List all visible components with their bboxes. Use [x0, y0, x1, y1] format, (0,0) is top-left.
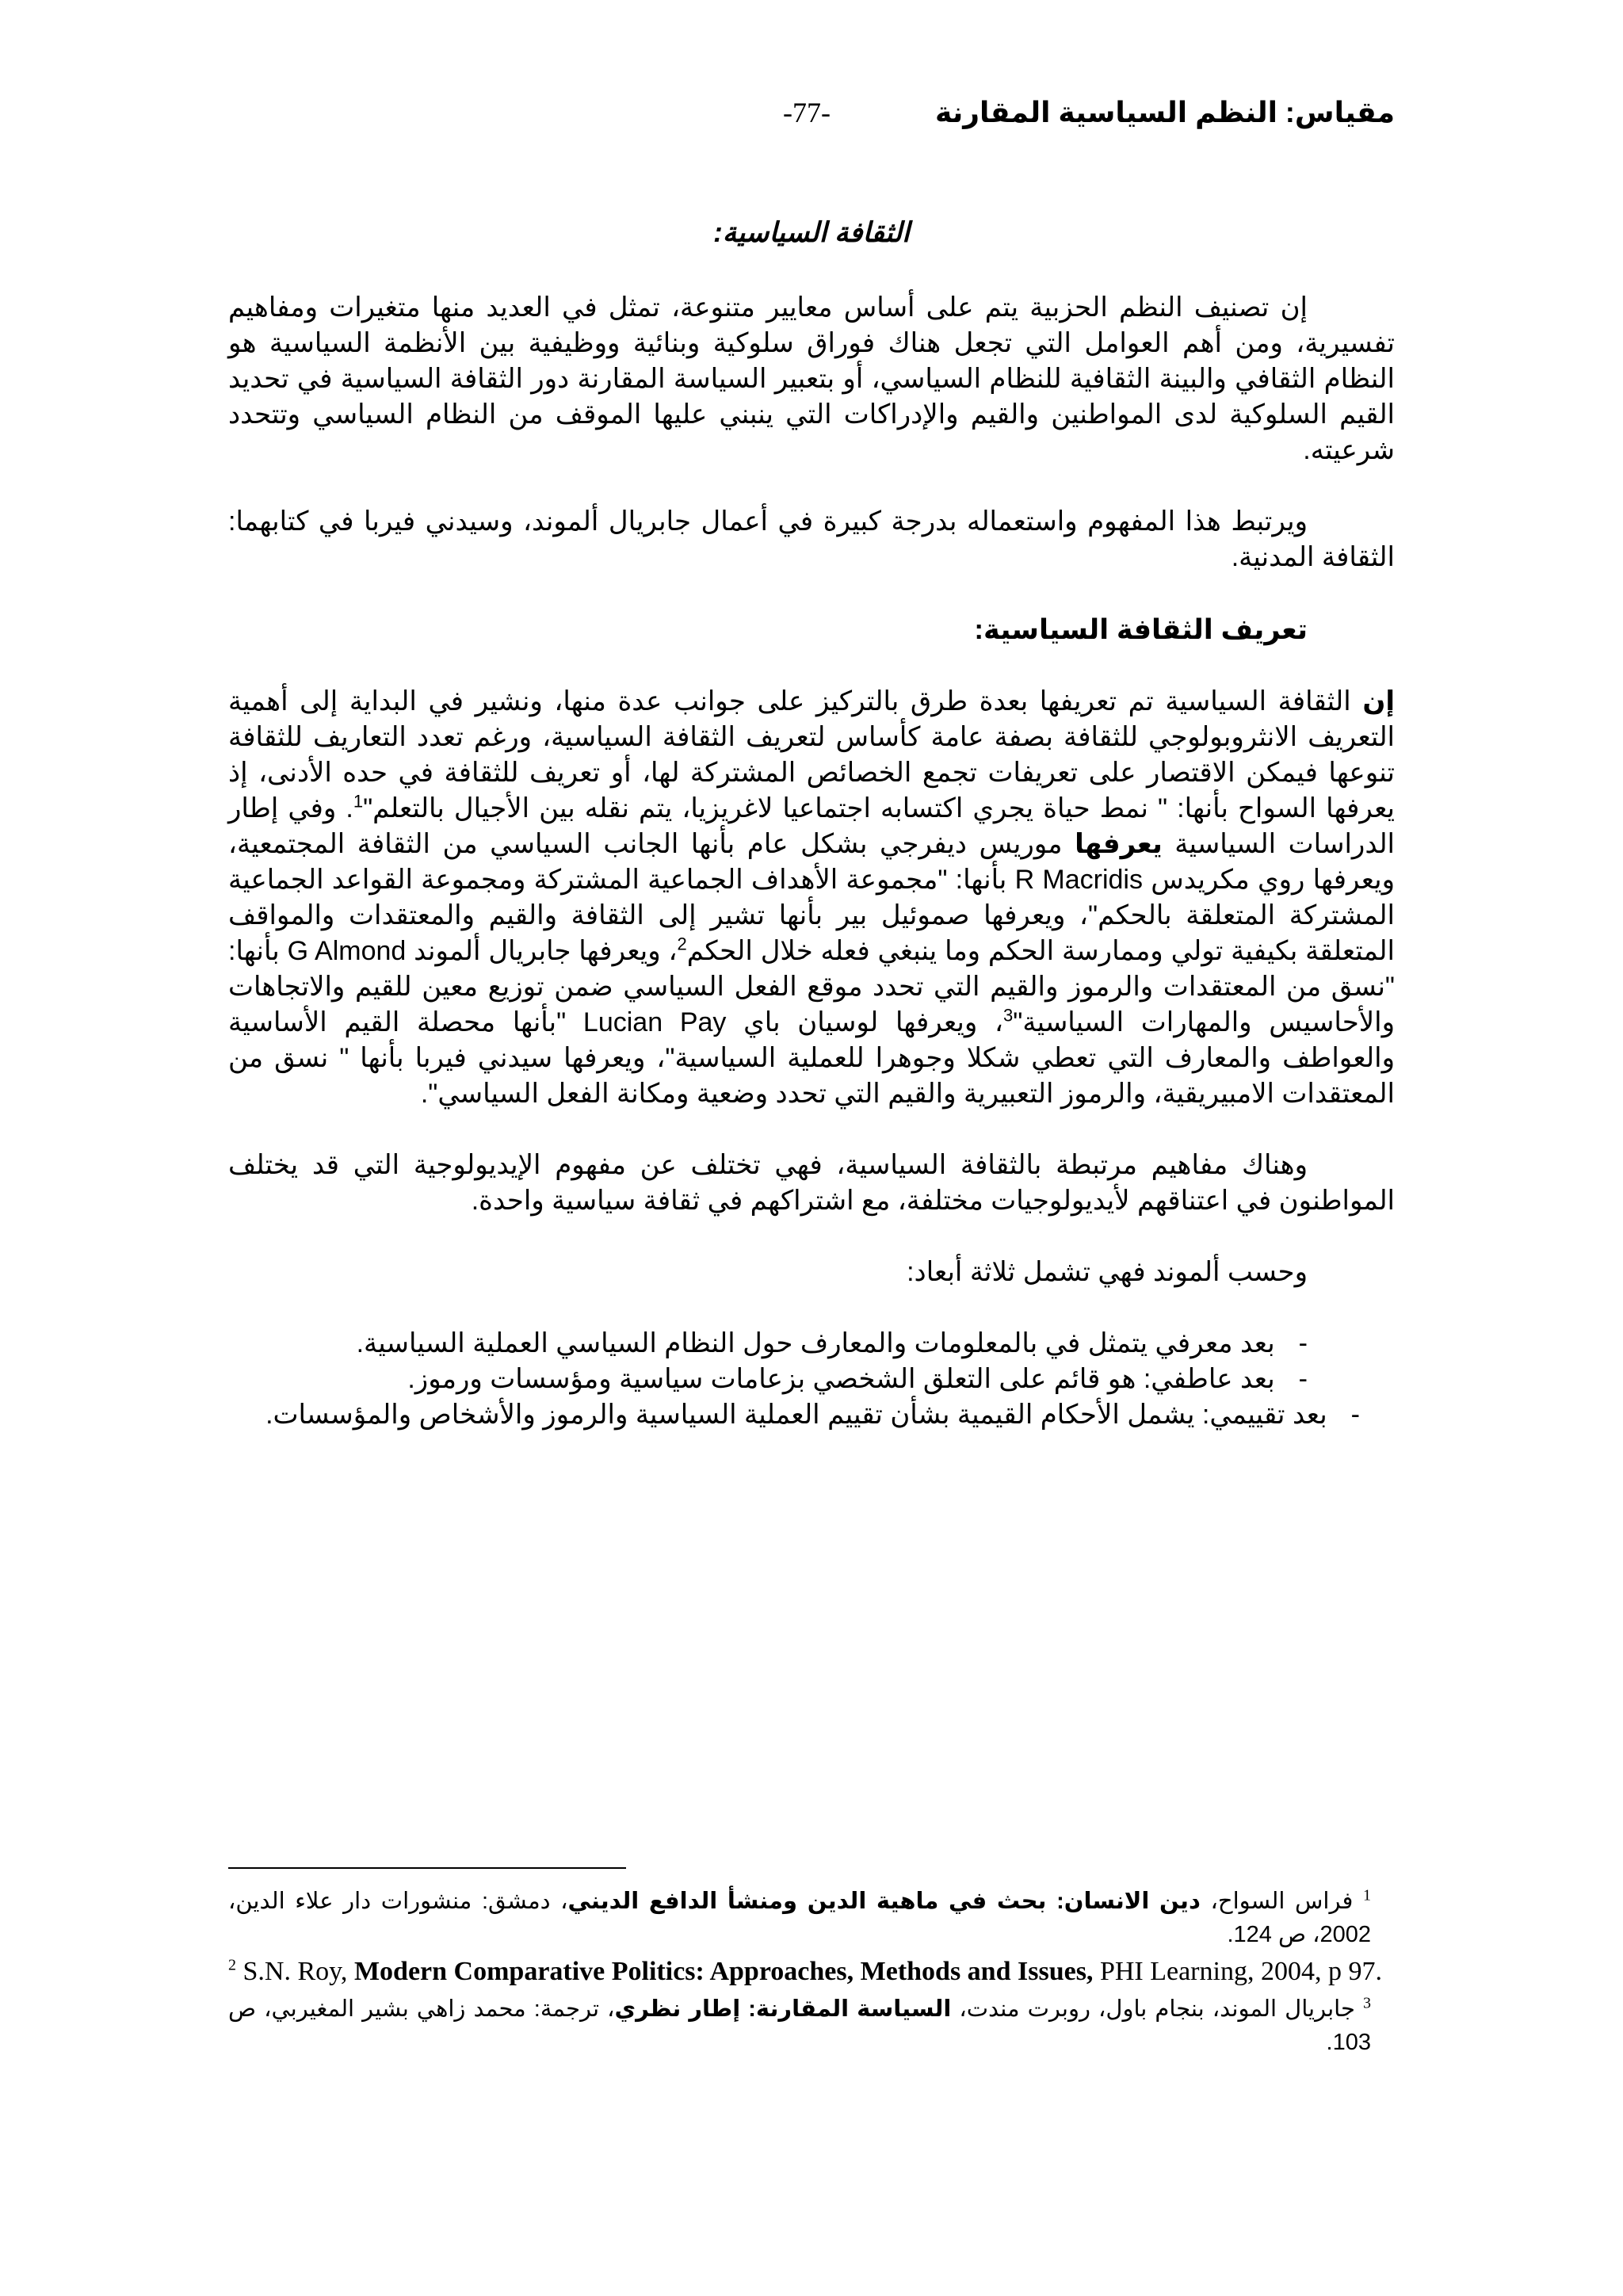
list-dash: - [1298, 1328, 1308, 1358]
paragraph-3-lead: إن [1362, 686, 1395, 716]
paragraph-3-part-f: بأنها: "مجموعة الأهداف الجماعية المشتركة ومجموعة القواعد الجماعية المشتركة المتعلقة بالحكم"، ويعرفها صموئيل بير بأنها تشير إلى الثقافة والقيم والمعتقدات والمواقف المتعلقة بكيفية تولي وممارسة الحكم وما ينبغي فعله خلال الحكم [228, 865, 1395, 966]
footnote-divider [228, 1867, 626, 1869]
page-header [228, 94, 1395, 141]
footnote-2-author: S.N. Roy, [236, 1957, 354, 1986]
paragraph-3-bold-term: يعرفها [1075, 829, 1163, 859]
dimension-affective: بعد عاطفي: هو قائم على التعلق الشخصي بزعامات سياسية ومؤسسات ورموز. [407, 1364, 1275, 1394]
list-item [228, 1362, 1395, 1397]
footnote-1 [228, 1885, 1395, 1951]
footnote-3-mark: 3 [1363, 1994, 1371, 2012]
footnote-ref-1[interactable]: 1 [353, 791, 364, 812]
footnote-3-author: جابريال الموند، بنجام باول، روبرت مندت، [951, 1996, 1363, 2022]
footnote-2-details: PHI Learning, 2004, p 97. [1093, 1957, 1382, 1986]
footnote-3-details: ، ترجمة: محمد زاهي بشير المغيربي، ص 103. [228, 1996, 1371, 2055]
paragraph-3-part-b: الثقافة السياسية تم تعريفها بعدة طرق بالتركيز على جوانب عدة منها، ونشير في البداية إلى أهمية التعريف الانثروبولوجي للثقافة بصفة عامة كأساس لتعريف الثقافة السياسية، ورغم تعدد التعاريف للثقافة تنوعها فيمكن الاقتصار على تعريفات تجمع الخصائص المشتركة لها، أو تعريف للثقافة في حده الأدنى، إذ يعرفها السواح بأنها: " نمط حياة يجري اكتسابه اجتماعيا لاغريزيا، يتم نقله بين الأجيال بالتعلم" [228, 686, 1396, 823]
running-title: مقياس: النظم السياسية المقارنة [934, 96, 1395, 128]
paragraph-3-part-g: ، ويعرفها جابريال ألموند [406, 936, 678, 966]
latin-name-macridis: R Macridis [1014, 865, 1143, 895]
paragraph-2: ويرتبط هذا المفهوم واستعماله بدرجة كبيرة في أعمال جابريال ألموند، وسيدني فيربا في كتابهما: الثقافة المدنية. [228, 506, 1395, 572]
dimension-evaluative: بعد تقييمي: يشمل الأحكام القيمية بشأن تقييم العملية السياسية والرموز والأشخاص والمؤسسات. [265, 1400, 1327, 1430]
section-title-definition: تعريف الثقافة السياسية: [974, 614, 1308, 645]
latin-name-pay: Lucian Pay [582, 1007, 727, 1037]
footnote-2 [228, 1956, 1395, 1988]
page-body [228, 214, 1395, 1433]
paragraph-3-part-c: . وفي إطار الدراسات السياسية [228, 793, 1396, 859]
paragraph-3-part-h: بأنها: "نسق من المعتقدات والرموز والقيم التي تحدد موقع الفعل السياسي ضمن توزيع معين للقيم والاتجاهات والأحاسيس والمهارات السياسية" [228, 936, 1396, 1037]
paragraph-4: وهناك مفاهيم مرتبطة بالثقافة السياسية، فهي تختلف عن مفهوم الإيديولوجية التي قد يختلف المواطنون في اعتناقهم لأيديولوجيات مختلفة، مع اشتراكهم في ثقافة سياسية واحدة. [228, 1150, 1395, 1216]
dimension-cognitive: بعد معرفي يتمثل في بالمعلومات والمعارف حول النظام السياسي العملية السياسية. [356, 1328, 1275, 1358]
footnote-1-mark: 1 [1363, 1886, 1372, 1904]
paragraph-5-dimensions-intro: وحسب ألموند فهي تشمل ثلاثة أبعاد: [907, 1257, 1308, 1287]
footnote-1-author: فراس السواح، [1200, 1889, 1364, 1914]
paragraph-3-part-j: "بأنها محصلة القيم الأساسية والعواطف والمعارف التي تعطي شكلا وجوهرا للعملية السياسية"، ويعرفها سيدني فيربا بأنها " نسق من المعتقدات الامبيريقية، والرموز التعبيرية والقيم التي تحدد وضعية ومكانة الفعل السياسي". [228, 1007, 1395, 1109]
list-dash: - [1298, 1364, 1308, 1394]
list-item [228, 1397, 1395, 1433]
footnote-1-details: ، دمشق: منشورات دار علاء الدين، 2002، ص 124. [228, 1889, 1371, 1947]
footnote-2-mark: 2 [228, 1956, 236, 1974]
paragraph-3-definitions [228, 684, 1395, 1112]
footnote-ref-2[interactable]: 2 [677, 934, 687, 954]
footnote-1-title: دين الانسان: بحث في ماهية الدين ومنشأ الدافع الديني [567, 1889, 1201, 1914]
latin-name-almond: G Almond [287, 936, 407, 966]
list-dash: - [1350, 1400, 1360, 1430]
footnote-3-title: السياسة المقارنة: إطار نظري [614, 1996, 952, 2022]
footnote-ref-3[interactable]: 3 [1003, 1005, 1014, 1026]
footnote-3 [228, 1992, 1395, 2059]
footnote-2-title: Modern Comparative Politics: Approaches, Methods and Issues, [353, 1957, 1094, 1986]
list-item [228, 1326, 1395, 1362]
dimensions-list [228, 1326, 1395, 1433]
section-title-political-culture: الثقافة السياسية: [713, 217, 910, 248]
page-number: -77- [783, 97, 831, 128]
paragraph-1: إن تصنيف النظم الحزبية يتم على أساس معايير متنوعة، تمثل في العديد منها متغيرات ومفاهيم تفسيرية، ومن أهم العوامل التي تجعل هناك فوراق سلوكية وبنائية ووظيفية بين الأنظمة السياسية هو النظام الثقافي والبينة الثقافية للنظام السياسي، أو بتعبير السياسة المقارنة دور الثقافة السياسية في تحديد القيم السلوكية لدى المواطنين والقيم والإدراكات التي ينبني عليها الموقف من النظام السياسي وتتحدد شرعيته. [228, 292, 1395, 465]
footnotes [228, 1885, 1395, 2064]
paragraph-3-part-e: موريس ديفرجي بشكل عام بأنها الجانب السياسي من الثقافة المجتمعية، ويعرفها روي مكريدس [228, 829, 1395, 895]
paragraph-3-part-i: ، ويعرفها لوسيان باي [726, 1007, 1004, 1037]
